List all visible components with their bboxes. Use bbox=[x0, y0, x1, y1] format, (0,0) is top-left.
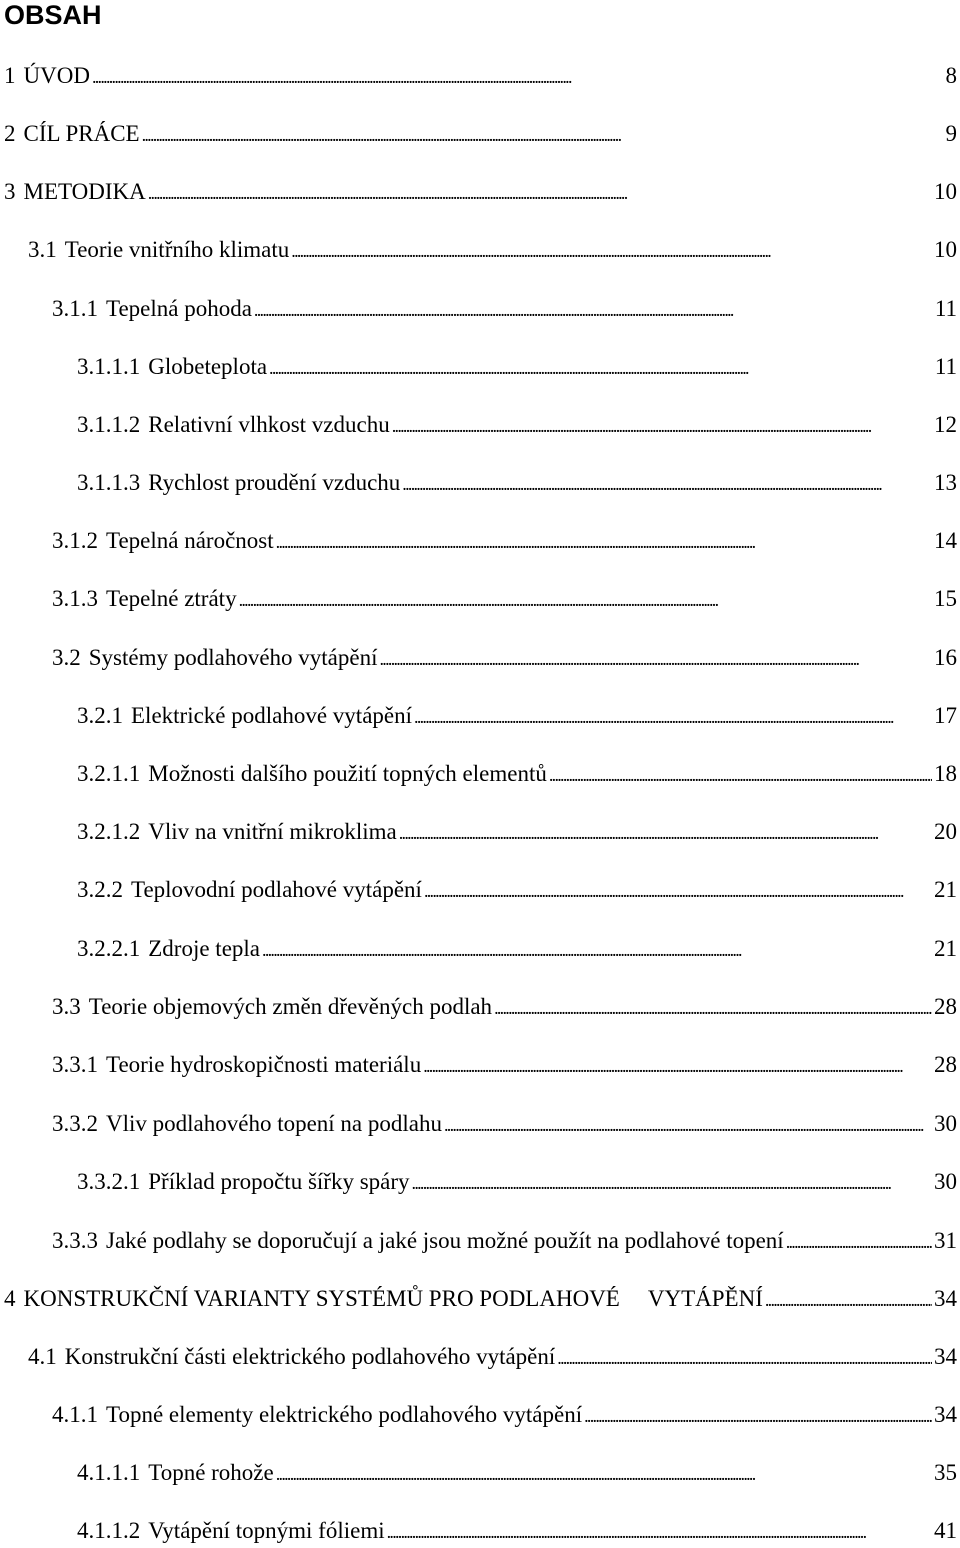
toc-entry[interactable] bbox=[77, 1516, 957, 1546]
toc-entry-page: 13 bbox=[934, 470, 957, 495]
toc-entry-title: Systémy podlahového vytápění bbox=[88, 645, 378, 670]
toc-entry-number: 3.3 bbox=[52, 994, 81, 1019]
toc-entry-number: 3.2.2 bbox=[77, 877, 123, 902]
toc-entry[interactable] bbox=[77, 1458, 957, 1488]
toc-leader-dots bbox=[276, 1458, 932, 1488]
toc-entry-page: 35 bbox=[934, 1460, 957, 1485]
toc-entry-title: Globeteplota bbox=[148, 354, 268, 379]
toc-entry-page: 41 bbox=[934, 1518, 957, 1543]
toc-entry-title: Vliv podlahového topení na podlahu bbox=[106, 1111, 442, 1136]
toc-leader-dots bbox=[494, 992, 932, 1022]
toc-leader-dots bbox=[392, 410, 932, 440]
toc-leader-dots bbox=[786, 1226, 932, 1256]
toc-leader-dots bbox=[380, 643, 933, 673]
toc-entry-title: Elektrické podlahové vytápění bbox=[131, 703, 413, 728]
toc-entry-page: 17 bbox=[934, 703, 957, 728]
toc-entry-page: 34 bbox=[934, 1402, 957, 1427]
toc-entry-title: KONSTRUKČNÍ VARIANTY SYSTÉMŮ PRO PODLAHOVÉ bbox=[23, 1286, 620, 1311]
toc-entry-page: 16 bbox=[934, 645, 957, 670]
toc-entry-number: 2 bbox=[4, 121, 16, 146]
toc-leader-dots bbox=[399, 817, 932, 847]
toc-entry-title: Zdroje tepla bbox=[148, 936, 261, 961]
toc-leader-dots bbox=[387, 1516, 932, 1546]
toc-entry-number: 3.1.2 bbox=[52, 528, 98, 553]
toc-entry-page: 28 bbox=[934, 1052, 957, 1077]
toc-entry-number: 4 bbox=[4, 1286, 16, 1311]
toc-entry-page: 15 bbox=[934, 586, 957, 611]
toc-entry-title: Tepelná pohoda bbox=[106, 296, 252, 321]
toc-leader-dots bbox=[584, 1400, 932, 1430]
toc-leader-dots bbox=[291, 235, 932, 265]
toc-entry-number: 3.1 bbox=[28, 237, 57, 262]
toc-entry[interactable] bbox=[28, 235, 957, 265]
toc-entry-title: Vliv na vnitřní mikroklima bbox=[148, 819, 397, 844]
toc-entry-page: 21 bbox=[934, 936, 957, 961]
toc-entry-number: 3.3.2.1 bbox=[77, 1169, 141, 1194]
toc-entry-number: 4.1.1.1 bbox=[77, 1460, 141, 1485]
toc-entry-number: 3.1.1.1 bbox=[77, 354, 141, 379]
toc-leader-dots bbox=[412, 1167, 932, 1197]
toc-entry[interactable] bbox=[52, 1109, 957, 1139]
toc-entry[interactable] bbox=[77, 701, 957, 731]
toc-entry-page: 9 bbox=[945, 121, 957, 146]
toc-leader-dots bbox=[92, 61, 944, 91]
toc-entry[interactable] bbox=[52, 643, 957, 673]
toc-entry-title: Příklad propočtu šířky spáry bbox=[148, 1169, 410, 1194]
toc-leader-dots bbox=[262, 934, 932, 964]
toc-leader-dots bbox=[269, 352, 933, 382]
toc-leader-dots bbox=[424, 875, 932, 905]
toc-entry-number: 3.1.1.2 bbox=[77, 412, 141, 437]
toc-entry-page: 21 bbox=[934, 877, 957, 902]
toc-entry-number: 4.1 bbox=[28, 1344, 57, 1369]
toc-entry-title: Možnosti dalšího použití topných elementů bbox=[148, 761, 547, 786]
toc-leader-dots bbox=[765, 1284, 932, 1314]
toc-entry-number: 3 bbox=[4, 179, 16, 204]
toc-entry-title: Konstrukční části elektrického podlahového vytápění bbox=[64, 1344, 556, 1369]
toc-entry[interactable] bbox=[4, 177, 957, 207]
toc-entry[interactable] bbox=[52, 584, 957, 614]
toc-entry-number: 3.1.3 bbox=[52, 586, 98, 611]
toc-entry[interactable] bbox=[52, 1050, 957, 1080]
toc-entry-number: 4.1.1 bbox=[52, 1402, 98, 1427]
toc-entry-number: 3.1.1.3 bbox=[77, 470, 141, 495]
toc-entry[interactable] bbox=[77, 410, 957, 440]
toc-entry-title: CÍL PRÁCE bbox=[23, 121, 140, 146]
toc-entry[interactable] bbox=[77, 1167, 957, 1197]
toc-leader-dots bbox=[549, 759, 932, 789]
toc-entry[interactable] bbox=[52, 992, 957, 1022]
toc-entry-page: 28 bbox=[934, 994, 957, 1019]
toc-entry-title: Teorie objemových změn dřevěných podlah bbox=[88, 994, 493, 1019]
toc-entry-title: Teorie hydroskopičnosti materiálu bbox=[106, 1052, 422, 1077]
toc-entry-number: 3.1.1 bbox=[52, 296, 98, 321]
toc-entry-page: 30 bbox=[934, 1169, 957, 1194]
toc-entry-page: 30 bbox=[934, 1111, 957, 1136]
toc-entry-page: 10 bbox=[934, 179, 957, 204]
toc-entry[interactable] bbox=[77, 817, 957, 847]
toc-leader-dots bbox=[423, 1050, 932, 1080]
toc-entry-number: 3.2.1.1 bbox=[77, 761, 141, 786]
toc-entry[interactable] bbox=[77, 468, 957, 498]
toc-entry-title: Tepelné ztráty bbox=[106, 586, 237, 611]
toc-entry-page: 34 bbox=[934, 1286, 957, 1311]
toc-entry-page: 31 bbox=[934, 1228, 957, 1253]
toc-entry-number: 3.3.1 bbox=[52, 1052, 98, 1077]
toc-entry-number: 3.2.1.2 bbox=[77, 819, 141, 844]
toc-entry-title: Teplovodní podlahové vytápění bbox=[131, 877, 422, 902]
toc-entry[interactable] bbox=[77, 934, 957, 964]
toc-leader-dots bbox=[444, 1109, 932, 1139]
toc-entry[interactable] bbox=[52, 1400, 957, 1430]
toc-entry-title: METODIKA bbox=[23, 179, 146, 204]
toc-entry-title: Vytápění topnými fóliemi bbox=[148, 1518, 385, 1543]
toc-leader-dots bbox=[142, 119, 944, 149]
toc-entry-title: Topné rohože bbox=[148, 1460, 274, 1485]
toc-entry-title: Rychlost proudění vzduchu bbox=[148, 470, 401, 495]
toc-entry[interactable] bbox=[4, 1284, 957, 1314]
toc-entry-page: 12 bbox=[934, 412, 957, 437]
toc-entry-title: Teorie vnitřního klimatu bbox=[64, 237, 290, 262]
toc-entry[interactable] bbox=[52, 526, 957, 556]
toc-entry-page: 8 bbox=[945, 63, 957, 88]
toc-entry[interactable] bbox=[52, 294, 957, 324]
toc-entry-number: 3.2.1 bbox=[77, 703, 123, 728]
toc-entry-page: 18 bbox=[934, 761, 957, 786]
toc-entry-page: 10 bbox=[934, 237, 957, 262]
toc-leader-dots bbox=[557, 1342, 932, 1372]
toc-entry[interactable] bbox=[4, 61, 957, 91]
toc-entry-page: 11 bbox=[934, 296, 957, 321]
toc-entry[interactable] bbox=[4, 119, 957, 149]
toc-entry-title: ÚVOD bbox=[23, 63, 90, 88]
toc-entry-page: 11 bbox=[934, 354, 957, 379]
toc-entry-title: Topné elementy elektrického podlahového vytápění bbox=[106, 1402, 583, 1427]
toc-entry-title-continued: VYTÁPĚNÍ bbox=[647, 1286, 763, 1311]
toc-leader-dots bbox=[402, 468, 932, 498]
page-title: OBSAH bbox=[4, 0, 102, 30]
toc-entry-page: 20 bbox=[934, 819, 957, 844]
toc-entry-number: 3.3.3 bbox=[52, 1228, 98, 1253]
toc-entry-title: Jaké podlahy se doporučují a jaké jsou možné použít na podlahové topení bbox=[106, 1228, 784, 1253]
toc-entry-number: 3.2 bbox=[52, 645, 81, 670]
toc-entry-number: 1 bbox=[4, 63, 16, 88]
toc-leader-dots bbox=[414, 701, 932, 731]
toc-entry-page: 14 bbox=[934, 528, 957, 553]
toc-leader-dots bbox=[276, 526, 932, 556]
toc-entry-number: 3.3.2 bbox=[52, 1111, 98, 1136]
toc-entry-title: Tepelná náročnost bbox=[106, 528, 274, 553]
toc-entry-number: 4.1.1.2 bbox=[77, 1518, 141, 1543]
toc-entry-title: Relativní vlhkost vzduchu bbox=[148, 412, 390, 437]
toc-entry[interactable] bbox=[77, 352, 957, 382]
toc-leader-dots bbox=[148, 177, 932, 207]
toc-entry[interactable] bbox=[77, 875, 957, 905]
toc-leader-dots bbox=[239, 584, 932, 614]
toc-entry[interactable] bbox=[52, 1226, 957, 1256]
toc-entry-page: 34 bbox=[934, 1344, 957, 1369]
toc-leader-dots bbox=[254, 294, 933, 324]
toc-entry[interactable] bbox=[77, 759, 957, 789]
toc-entry-number: 3.2.2.1 bbox=[77, 936, 141, 961]
toc-entry[interactable] bbox=[28, 1342, 957, 1372]
